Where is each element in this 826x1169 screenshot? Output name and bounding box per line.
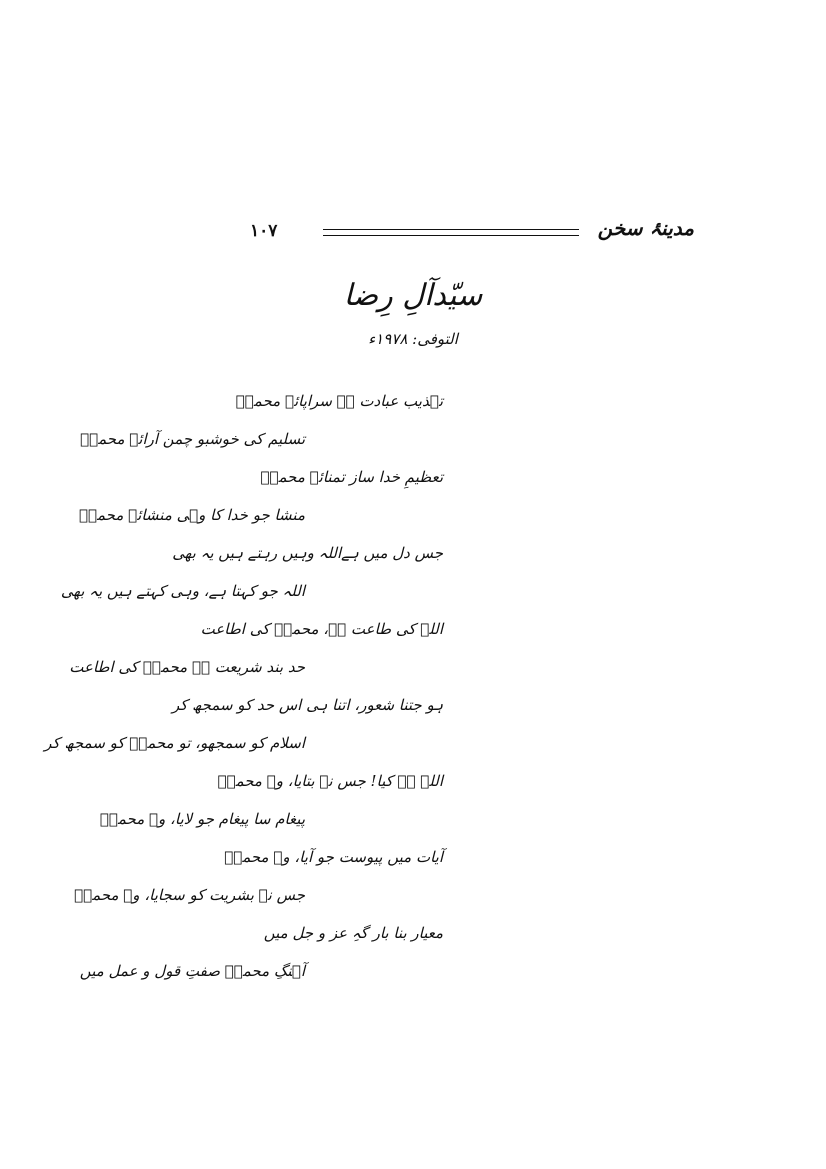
verse-line: اللہ ہے کیا! جس نے بتایا، وہ محمدؐ [217,772,443,790]
verse-line: جس دل میں ہےاللہ وہیں رہتے ہیں یہ بھی [172,544,443,562]
header-rule-top [323,229,579,230]
verse-line: پیغام سا پیغام جو لایا، وہ محمدؐ [99,810,305,828]
verse-line: آیات میں پیوست جو آیا، وہ محمدؐ [224,848,443,866]
verse-line: اللہ جو کہتا ہے، وہی کہتے ہیں یہ بھی [60,582,305,600]
verse-line: تسلیم کی خوشبو چمن آرائے محمدؐ [80,430,305,448]
verse-line: اسلام کو سمجھو، تو محمدؐ کو سمجھ کر [44,734,305,752]
verse-line: منشا جو خدا کا وہی منشائے محمدؐ [79,506,305,524]
verse-line: جس نے بشریت کو سجایا، وہ محمدؐ [74,886,305,904]
header-rule-bottom [323,235,579,236]
verse-line: ہو جتنا شعور، اتنا ہی اس حد کو سمجھ کر [171,696,443,714]
verse-line: معیار بنا بار گہِ عز و جل میں [263,924,443,942]
verse-line: آہنگِ محمدؐ صفتِ قول و عمل میں [79,962,305,980]
poet-death-date: التوفی: ۱۹۷۸ء [368,330,458,348]
verse-line: اللہ کی طاعت ہے، محمدؐ کی اطاعت [200,620,443,638]
verse-line: تعظیمِ خدا ساز تمنائے محمدؐ [260,468,443,486]
book-title: مدینۂ سخن [597,216,694,240]
poet-name: سیّدآلِ رِضا [343,278,483,313]
verse-line: تہذیب عبادت ہے سراپائے محمدؐ [235,392,443,410]
page-number: ۱۰۷ [250,221,278,241]
verse-line: حد بند شریعت ہے محمدؐ کی اطاعت [69,658,305,676]
